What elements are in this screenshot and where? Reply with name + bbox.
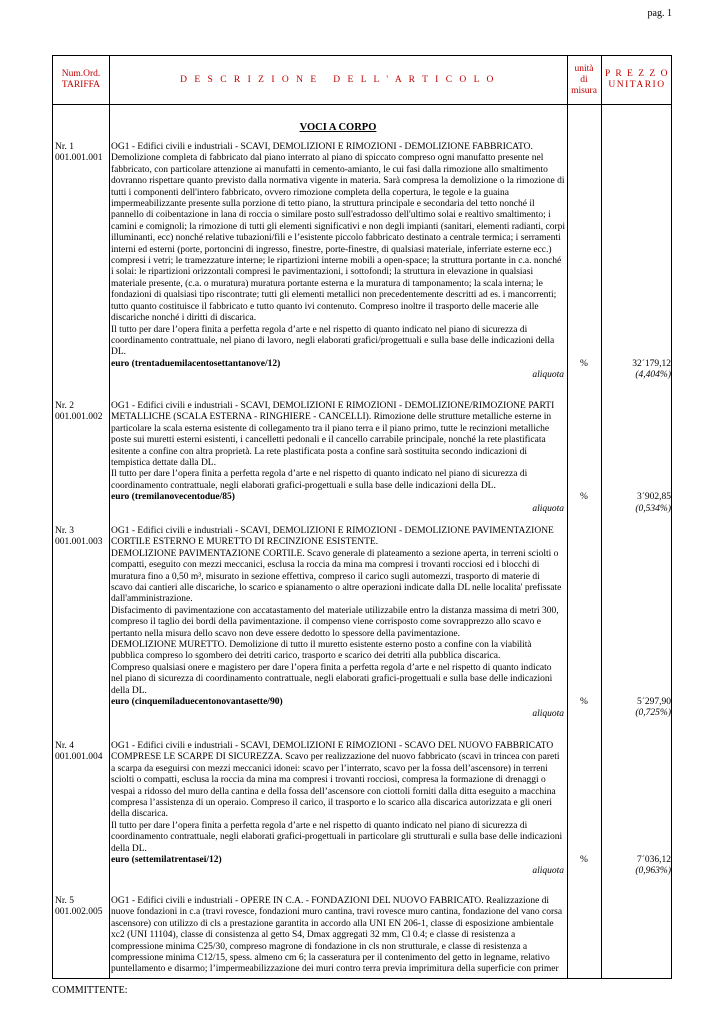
aliquota-label: aliquota bbox=[532, 503, 564, 514]
item-code: 001.001.001 bbox=[55, 153, 103, 164]
description-line: della discarica. bbox=[111, 809, 168, 820]
item-nr: Nr. 5 bbox=[55, 896, 74, 906]
description-line: della DL. bbox=[111, 843, 147, 854]
euro-amount-words: euro (trentaduemilacentosettantanove/12) bbox=[111, 358, 281, 369]
header-divider bbox=[53, 104, 671, 105]
item-nr: Nr. 3 bbox=[55, 526, 74, 536]
price-list-table bbox=[52, 55, 672, 979]
header-num-ord: Num.Ord. TARIFFA bbox=[61, 69, 101, 90]
item-number bbox=[55, 741, 109, 764]
item-nr: Nr. 2 bbox=[55, 401, 74, 411]
aliquota-label: aliquota bbox=[532, 370, 564, 381]
description-line: Il tutto per dare l’opera finita a perfetta regola d’arte e nel rispetto di quanto indicato nel piano di sicurezza di bbox=[111, 324, 528, 335]
description-line: impermeabilizzante presente sulla porzione di tetto piano, la struttura principale e secondaria del tetto nonché il bbox=[111, 199, 535, 210]
page-number: pag. 1 bbox=[647, 8, 672, 19]
description-line: i solai: le ripartizioni orizzontali compresi le pavimentazioni, i sottofondi; la struttura in elevazione in qualsiasi bbox=[111, 267, 534, 278]
description-line: esitente a confine con altra proprietà. La rete plastificata posta a confine sarà sostituita secondo indicazioni di bbox=[111, 446, 527, 457]
description-line: Compreso qualsiasi onere e magistero per dare l’opera finita a perfetta regola d’arte e nel rispetto di quanto indicato bbox=[111, 662, 552, 673]
price-percentage: (0,725%) bbox=[635, 708, 671, 719]
item-code: 001.001.002 bbox=[55, 412, 103, 423]
description-line: OG1 - Edifici civili e industriali - SCAVI, DEMOLIZIONI E RIMOZIONI - DEMOLIZIONE PAVIMENTAZIONE bbox=[111, 526, 554, 536]
description-line: OG1 - Edifici civili e industriali - OPERE IN C.A. - FONDAZIONI DEL NUOVO FABRICATO. Realizzazione di bbox=[111, 896, 550, 906]
item-nr: Nr. 4 bbox=[55, 741, 74, 751]
description-line: dovranno rispettare quanto previsto dalla normativa vigente in materia. Sarà compresa la demolizione o la rimozione di bbox=[111, 176, 565, 187]
description-line: sciolti o compatti, esclusa la roccia da mina ma compresi i trovanti rocciosi, compresa la formazione di drenaggi o bbox=[111, 775, 546, 786]
description-line: discariche nonché i diritti di discarica. bbox=[111, 313, 257, 324]
description-line: Il tutto per dare l’opera finita a perfetta regola d’arte e nel rispetto di quanto indicato nel piano di sicurezza di bbox=[111, 820, 528, 831]
header-unita: unità di misura bbox=[571, 63, 597, 96]
description-line: interni ed esterni (porte, portoncini di ingresso, finestre, porte-finestre, di qualsiasi materiale, inferriate esterne ecc.) bbox=[111, 244, 552, 255]
header-prezzo: P R E Z Z O UNITARIO bbox=[605, 69, 669, 90]
description-line: vespai a ridosso del muro della cantina e della fossa dell’ascensore con ciottoli forniti dalla ditta eseguito a macchina bbox=[111, 786, 556, 797]
item-description bbox=[109, 142, 566, 382]
column-divider bbox=[567, 56, 568, 978]
item-description bbox=[109, 401, 566, 515]
item-number bbox=[55, 896, 109, 919]
description-line: OG1 - Edifici civili e industriali - SCAVI, DEMOLIZIONI E RIMOZIONI - SCAVO DEL NUOVO FABBRICATO bbox=[111, 741, 554, 751]
description-line: tutti i componenti dell'intero fabbricato, ovvero rimozione completa della copertura, le tegole e la guaina bbox=[111, 187, 509, 198]
item-number bbox=[55, 142, 109, 165]
unit-price bbox=[601, 855, 671, 878]
euro-amount-words: euro (settemilatrentasei/12) bbox=[111, 855, 222, 866]
description-line: fabbricato, con particolare attenzione ai manufatti in cemento-amianto, le cui fasi dalla rimozione allo smaltimento bbox=[111, 164, 548, 175]
item-code: 001.001.004 bbox=[55, 752, 103, 763]
item-description bbox=[109, 526, 566, 720]
description-line: particolare la scala esterna esistente di collegamento tra il piano terra e il piano primo, tutte le recinzioni metalliche bbox=[111, 423, 550, 434]
unit-of-measure: % bbox=[580, 492, 588, 503]
description-line: COMPRESE LE SCARPE DI SICUREZZA. Scavo per realizzazione del nuovo fabbricato (scavi in trincea con pareti bbox=[111, 752, 560, 763]
description-line: METALLICHE (SCALA ESTERNA - RINGHIERE - CANCELLI). Rimozione delle strutture metalliche esterne in bbox=[111, 412, 552, 423]
description-line: OG1 - Edifici civili e industriali - SCAVI, DEMOLIZIONI E RIMOZIONI - DEMOLIZIONE/RIMOZIONE PARTI bbox=[111, 401, 555, 411]
description-line: compresa l’assistenza di un operaio. Compreso il carico, il trasporto e lo scarico alla discarica autorizzata e gli oneri bbox=[111, 798, 553, 809]
description-line: xc2 (UNI 11104), classe di consistenza al getto S4, Dmax aggregati 32 mm, Cl 0.4; e classe di resistenza a bbox=[111, 930, 516, 941]
description-line: compreso il taglio dei bordi della pavimentazione. il compenso viene corrisposto come sovrapprezzo allo scavo e bbox=[111, 617, 542, 628]
description-line: dall'amministrazione. bbox=[111, 594, 193, 605]
item-number bbox=[55, 526, 109, 549]
unit-of-measure: % bbox=[580, 697, 588, 707]
description-line: muratura fino a 0,50 m³, misurato in sezione effettiva, compreso il carico sugli automezzi, trasporto di materie di bbox=[111, 571, 540, 582]
price-percentage: (4,404%) bbox=[635, 370, 671, 380]
header-descrizione: D E S C R I Z I O N E D E L L ' A R T I C O L O bbox=[180, 74, 496, 85]
description-line: puntellamento e disarmo; l’impermeabilizzazione dei muri contro terra previa imprimitura della superficie con primer bbox=[111, 964, 559, 975]
price-value: 32´179,12 bbox=[632, 358, 671, 369]
description-line: pannello di coibentazione in lana di roccia o similare posto sull'estradosso dell'ultimo solai e realtivo smaltimento; i bbox=[111, 210, 551, 221]
description-line: scavo dai cantieri alle discariche, lo scarico e spianamento o altre operazioni indicate dalla DL nelle localita' prefissate bbox=[111, 583, 562, 594]
unit-price bbox=[601, 359, 671, 382]
description-line: illuminanti, ecc) nonché relative tubazioni/fili e l’esistente piccolo fabbricato destinato a centrale termica; i serramenti bbox=[111, 233, 561, 244]
unit-price bbox=[601, 697, 671, 720]
description-line: DEMOLIZIONE MURETTO. Demolizione di tutto il muretto esistente esterno posto a confine con la viabilità bbox=[111, 640, 532, 651]
price-percentage: (0,534%) bbox=[635, 503, 671, 514]
aliquota-label: aliquota bbox=[532, 866, 564, 877]
description-line: tempistica dettate dalla DL. bbox=[111, 458, 216, 469]
description-line: compressione minima C12/15, spess. almeno cm 6; la casseratura per il contenimento del getto in legname, relativo bbox=[111, 953, 550, 964]
description-line: Demolizione completa di fabbricato dal piano interrato al piano di spiccato compreso ogni manufatto presente nel bbox=[111, 153, 544, 164]
euro-amount-words: euro (cinquemiladuecentonovantasette/90) bbox=[111, 697, 283, 708]
description-line: tutto quanto costituisce il fabbricato e tutto quanto ivi contenuto. Compreso inoltre il trasporto delle macerie alle bbox=[111, 301, 539, 312]
description-line: poste sui muretti esterni esistenti, i cancelletti pedonali e il cancello carrabile principale, nonché la rete plastificata bbox=[111, 435, 546, 446]
description-line: fondazioni di qualsiasi tipo riscontrate; tutti gli elementi metallici non precedentemente descritti ad es. i mancorrenti; bbox=[111, 290, 557, 301]
price-value: 3´902,85 bbox=[636, 492, 671, 503]
item-code: 001.002.005 bbox=[55, 907, 103, 918]
description-line: materiale presente, (c.a. o muratura) muratura portante esterna e la muratura di tamponamento; la scala interna; le bbox=[111, 278, 543, 289]
item-description bbox=[109, 741, 566, 878]
description-line: pubblica compreso lo sgombero dei detriti carico, trasporto e scarico dei detriti alla pubblica discarica. bbox=[111, 651, 501, 662]
description-line: camini e comignoli; la rimozione di tutti gli elementi significativi e non degli impianti (sanitari, elementi radianti, corpi bbox=[111, 221, 566, 232]
description-line: CORTILE ESTERNO E MURETTO DI RECINZIONE ESISTENTE. bbox=[111, 537, 379, 548]
description-line: nuove fondazioni in c.a (travi rovesce, fondazioni muro cantina, travi rovesce muro cantina, fondazione del vano corsa bbox=[111, 907, 563, 918]
unit-price bbox=[601, 492, 671, 515]
description-line: compressione minima C25/30, compreso magrone di fondazione in cls non strutturale, e classe di resistenza a bbox=[111, 941, 528, 952]
description-line: compresi i vetri; le tramezzature interne; le ripartizioni interne mobili a open-space; la struttura portante in c.a. nonché bbox=[111, 256, 562, 267]
description-line: coordinamento contrattuale, negli elaborati grafici-progettuali in particolare gli strutturali e sulla base delle indicazioni bbox=[111, 832, 563, 843]
description-line: OG1 - Edifici civili e industriali - SCAVI, DEMOLIZIONI E RIMOZIONI - DEMOLIZIONE FABBRICATO. bbox=[111, 142, 533, 152]
aliquota-label: aliquota bbox=[532, 708, 564, 719]
unit-of-measure: % bbox=[580, 358, 588, 369]
description-line: Disfacimento di pavimentazione con accatastamento del materiale utilizzabile entro la distanza massima di metri 300, bbox=[111, 605, 559, 616]
description-line: DL. bbox=[111, 347, 127, 358]
section-title: VOCI A CORPO bbox=[299, 122, 377, 133]
description-line: compatti, eseguito con mezzi meccanici, esclusa la roccia da mina ma compresi i trovanti rocciosi ed i blocchi di bbox=[111, 560, 540, 571]
column-divider bbox=[601, 56, 602, 978]
description-line: coordinamento contrattuale, nel piano di lavoro, negli elaborati grafici/progettuali e sulla base delle indicazioni della bbox=[111, 335, 555, 346]
description-line: Il tutto per dare l’opera finita a perfetta regola d’arte e nel rispetto di quanto indicato nel piano di sicurezza di bbox=[111, 469, 528, 480]
item-description bbox=[109, 896, 566, 976]
committente-label: COMMITTENTE: bbox=[52, 985, 128, 996]
price-value: 7´036,12 bbox=[636, 855, 671, 865]
item-code: 001.001.003 bbox=[55, 537, 103, 548]
description-line: della DL. bbox=[111, 685, 147, 696]
description-line: pertanto nella misura dello scavo non deve essere dedotto lo spessore della pavimentazione. bbox=[111, 628, 461, 639]
price-value: 5´297,90 bbox=[636, 697, 671, 707]
description-line: nel piano di sicurezza di coordinamento contrattuale, negli elaborati grafici-progettuali e sulla base delle indicazioni bbox=[111, 674, 553, 685]
item-number bbox=[55, 401, 109, 424]
description-line: coordinamento contrattuale, negli elaborati grafici-progettuali e sulla base delle indicazioni della DL. bbox=[111, 480, 496, 491]
description-line: ascensore) con utilizzo di cls a prestazione garantita in accordo alla UNI EN 206-1, classe di esposizione ambientale bbox=[111, 918, 554, 929]
description-line: DEMOLIZIONE PAVIMENTAZIONE CORTILE. Scavo generale di plateamento a sezione aperta, in terreni sciolti o bbox=[111, 548, 559, 559]
price-percentage: (0,963%) bbox=[635, 866, 671, 877]
unit-of-measure: % bbox=[580, 855, 588, 865]
item-nr: Nr. 1 bbox=[55, 142, 74, 152]
euro-amount-words: euro (tremilanovecentodue/85) bbox=[111, 492, 235, 503]
description-line: a scarpa da eseguirsi con mezzi meccanici idonei: scavo per l’interrato, scavo per la fossa dell’ascensore) in terreni bbox=[111, 763, 548, 774]
